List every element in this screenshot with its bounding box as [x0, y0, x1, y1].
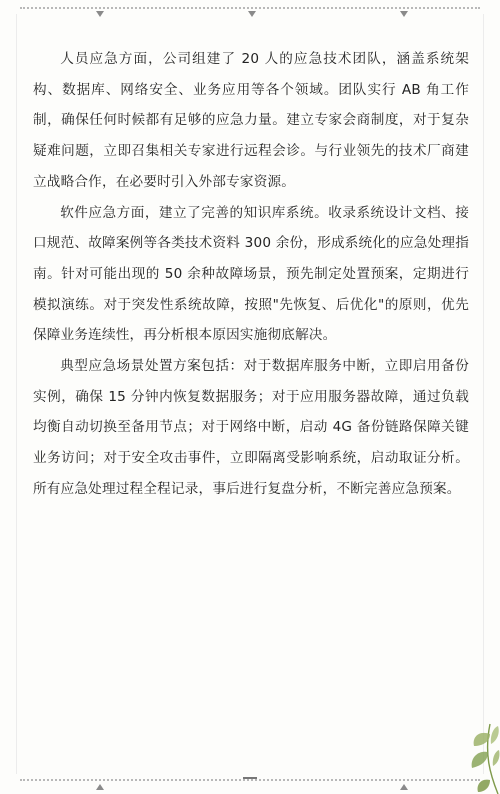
paragraph-software: 软件应急方面，建立了完善的知识库系统。收录系统设计文档、接口规范、故障案例等各类技术资料 300 余份，形成系统化的应急处理指南。针对可能出现的 50 余种故障场景，预先制定处置预案，定期进行模拟演练。对于突发性系统故障，按照"先恢复、后优化"的原则，优先保障业务连续性，再分析根本原因实施彻底解决。 [33, 204, 469, 344]
document-body [33, 44, 469, 505]
right-page-edge [483, 14, 484, 774]
paragraph-personnel: 人员应急方面，公司组建了 20 人的应急技术团队，涵盖系统架构、数据库、网络安全、业务应用等各个领域。团队实行 AB 角工作制，确保任何时候都有足够的应急力量。建立专家会商制度，对于复杂疑难问题，立即召集相关专家进行远程会诊。与行业领先的技术厂商建立战略合作，在必要时引入外部专家资源。 [33, 51, 469, 190]
paragraph-scenarios: 典型应急场景处置方案包括：对于数据库服务中断，立即启用备份实例，确保 15 分钟内恢复数据服务；对于应用服务器故障，通过负载均衡自动切换至备用节点；对于网络中断，启动 4G 备份链路保障关键业务访问；对于安全攻击事件，立即隔离受影响系统，启动取证分析。所有应急处理过程全程记录，事后进行复盘分析，不断完善应急预案。 [33, 358, 469, 497]
bottom-center-dash [243, 777, 257, 779]
top-right-marker-icon [400, 11, 408, 17]
leaf-branch-icon [460, 704, 500, 794]
top-left-marker-icon [96, 11, 104, 17]
top-center-marker-icon [248, 11, 256, 17]
bottom-dotted-border [20, 779, 480, 781]
bottom-left-marker-icon [96, 784, 104, 790]
top-dotted-border [20, 7, 480, 9]
bottom-right-marker-icon [400, 784, 408, 790]
left-page-edge [16, 14, 17, 774]
